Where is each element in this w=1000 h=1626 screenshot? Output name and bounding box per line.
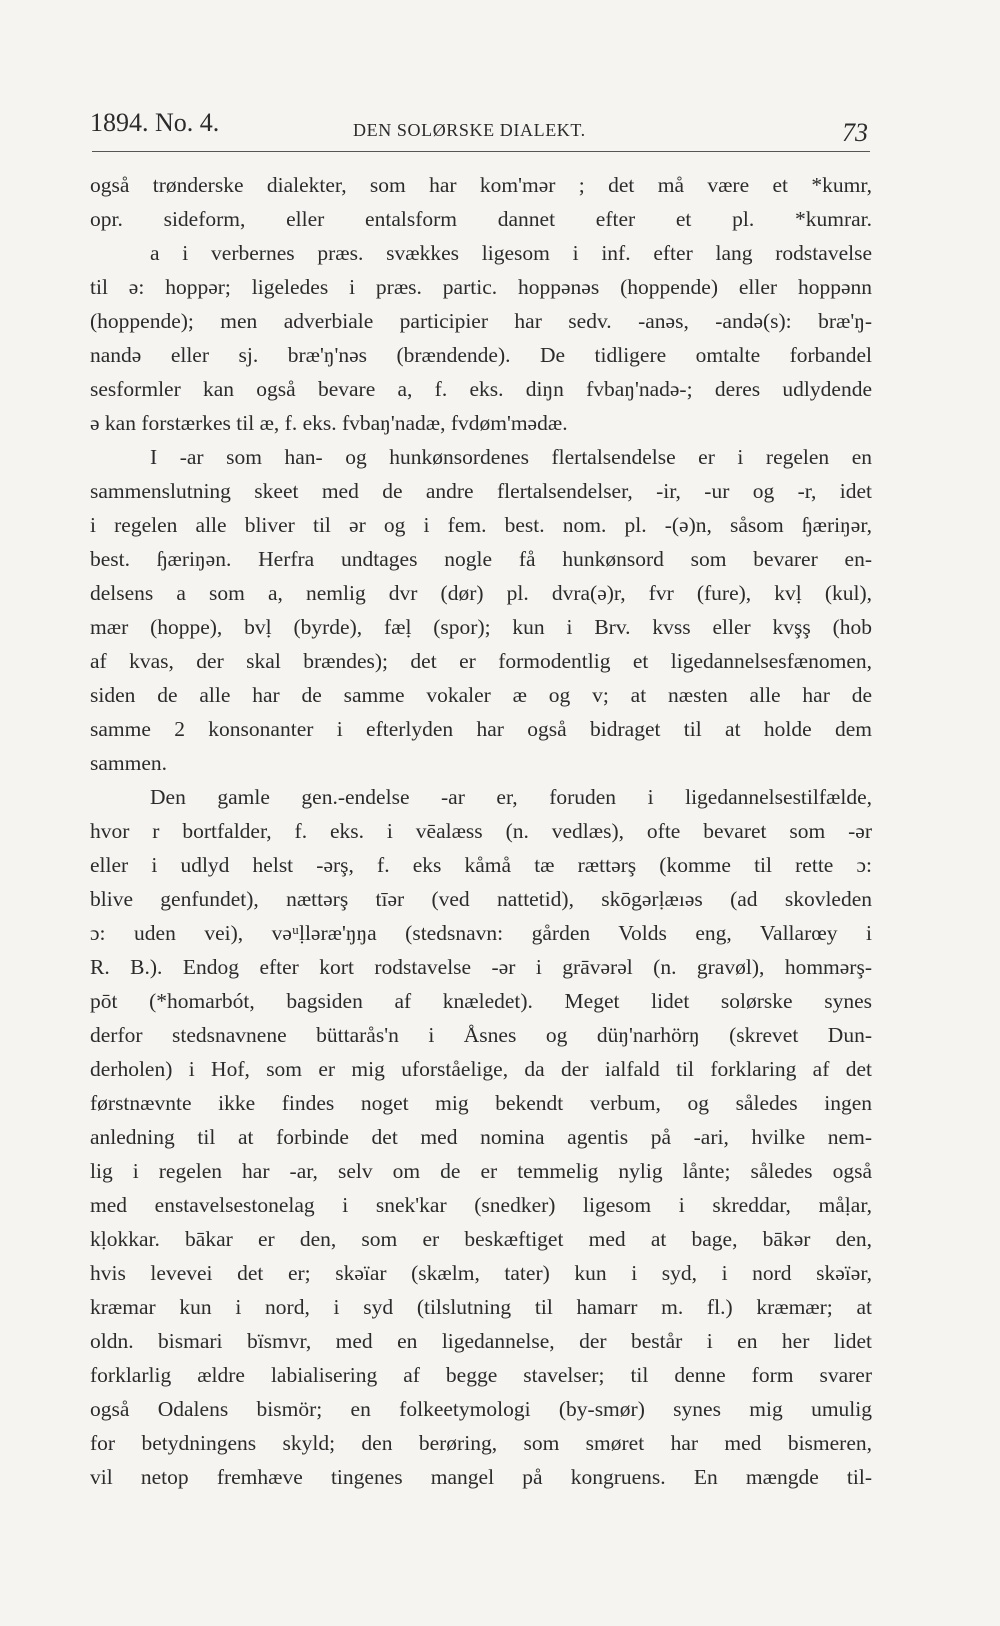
text-line: Den gamle gen.-endelse -ar er, foruden i ligedannelsestilfælde,	[150, 785, 872, 809]
text-line: R. B.). Endog efter kort rodstavelse -ər i grāvərəl (n. gravøl), hommərş-	[90, 955, 872, 979]
text-line: oldn. bismari bïsmvr, med en ligedannelse, der består i en her lidet	[90, 1329, 872, 1353]
text-line: mær (hoppe), bvḷ (byrde), fæḷ (spor); kun i Brv. kvss eller kvşş (hob	[90, 615, 872, 639]
text-line: sammen.	[90, 751, 168, 775]
text-line: med enstavelsestonelag i snek'kar (snedker) ligesom i skreddar, måḷar,	[90, 1193, 872, 1217]
page-number: 73	[842, 118, 868, 147]
text-line: best. ɧæriŋən. Herfra undtages nogle få hunkønsord som bevarer en-	[90, 547, 872, 571]
text-line: for betydningens skyld; den berøring, som smøret har med bismeren,	[90, 1431, 872, 1455]
text-line: derholen) i Hof, som er mig uforståelige, da der ialfald til forklaring af det	[90, 1057, 872, 1081]
text-line: samme 2 konsonanter i efterlyden har også bidraget til at holde dem	[90, 717, 872, 741]
text-line: af kvas, der skal brændes); det er formodentlig et ligedannelsesfænomen,	[90, 649, 872, 673]
text-line: i regelen alle bliver til ər og i fem. best. nom. pl. -(ə)n, såsom ɧæriŋər,	[90, 513, 872, 537]
text-line: hvis levevei det er; skəïar (skælm, tater) kun i syd, i nord skəïər,	[90, 1261, 872, 1285]
page-header	[88, 82, 874, 147]
text-line: (hoppende); men adverbiale participier har sedv. -anəs, -andə(s): bræ'ŋ-	[90, 309, 872, 333]
text-line: sesformler kan også bevare a, f. eks. diŋn fvbaŋ'nadə-; deres udlydende	[90, 377, 872, 401]
text-line: hvor r bortfalder, f. eks. i vēalæss (n. vedlæs), ofte bevaret som -ər	[90, 819, 872, 843]
text-line: også trønderske dialekter, som har kom'mər ; det må være et *kumr,	[90, 173, 872, 197]
text-line: nandə eller sj. bræ'ŋ'nəs (brændende). De tidligere omtalte forbandel	[90, 343, 872, 367]
text-line: kḷokkar. bākar er den, som er beskæftiget med at bage, bākər den,	[90, 1227, 872, 1251]
text-line: I -ar som han- og hunkønsordenes flertalsendelse er i regelen en	[150, 445, 872, 469]
text-line: ə kan forstærkes til æ, f. eks. fvbaŋ'nadæ, fvdøm'mədæ.	[90, 411, 568, 435]
text-line: ɔ: uden vei), vəᵘḷləræ'ŋŋa (stedsnavn: gården Volds eng, Vallarœy i	[90, 921, 872, 945]
text-line: a i verbernes præs. svækkes ligesom i inf. efter lang rodstavelse	[150, 241, 872, 265]
body-text	[90, 168, 872, 1494]
text-line: anledning til at forbinde det med nomina agentis på -ari, hvilke nem-	[90, 1125, 872, 1149]
text-line: derfor stedsnavnene büttarås'n i Åsnes og düŋ'narhörŋ (skrevet Dun-	[90, 1023, 872, 1047]
text-line: vil netop fremhæve tingenes mangel på kongruens. En mængde til-	[90, 1465, 872, 1489]
text-line: kræmar kun i nord, i syd (tilslutning til hamarr m. fl.) kræmær; at	[90, 1295, 872, 1319]
text-line: førstnævnte ikke findes noget mig bekendt verbum, og således ingen	[90, 1091, 872, 1115]
text-line: også Odalens bismör; en folkeetymologi (by-smør) synes mig umulig	[90, 1397, 872, 1421]
text-line: blive genfundet), nættərş tīər (ved nattetid), skōgərḷæıəs (ad skovleden	[90, 887, 872, 911]
text-line: pōt (*homarbót, bagsiden af knæledet). Meget lidet solørske synes	[90, 989, 872, 1013]
text-line: til ə: hoppər; ligeledes i præs. partic. hoppənəs (hoppende) eller hoppənn	[90, 275, 872, 299]
text-line: eller i udlyd helst -ərş, f. eks kåmå tæ rættərş (komme til rette ɔ:	[90, 853, 872, 877]
text-line: sammenslutning skeet med de andre flertalsendelser, -ir, -ur og -r, idet	[90, 479, 872, 503]
text-line: opr. sideform, eller entalsform dannet efter et pl. *kumrar.	[90, 207, 872, 231]
header-rule	[92, 151, 870, 152]
issue-label: 1894. No. 4.	[90, 108, 220, 137]
text-line: siden de alle har de samme vokaler æ og v; at næsten alle har de	[90, 683, 872, 707]
running-title: DEN SOLØRSKE DIALEKT.	[353, 120, 586, 140]
text-line: forklarlig ældre labialisering af begge stavelser; til denne form svarer	[90, 1363, 872, 1387]
text-line: lig i regelen har -ar, selv om de er temmelig nylig lånte; således også	[90, 1159, 872, 1183]
text-line: delsens a som a, nemlig dvr (dør) pl. dvra(ə)r, fvr (fure), kvḷ (kul),	[90, 581, 872, 605]
